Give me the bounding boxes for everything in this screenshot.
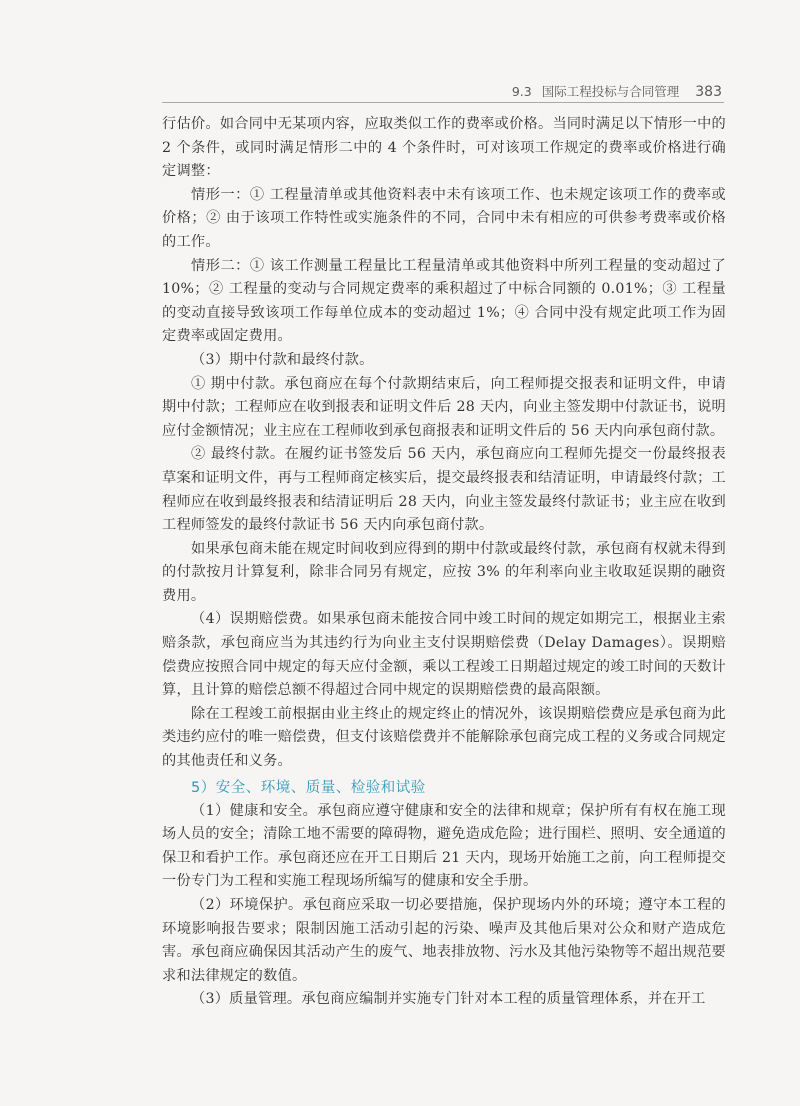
page-number: 383 — [695, 84, 722, 100]
page-body — [162, 113, 726, 1012]
paragraph: 情形二：① 该工作测量工程量比工程量清单或其他资料中所列工程量的变动超过了 10%；② 工程量的变动与合同规定费率的乘积超过了中标合同额的 0.01%；③ 工程量的变动直接导致该项工作每单位成本的变动超过 1%；④ 合同中没有规定此项工作为固定费率或固定费用。 — [162, 257, 726, 345]
paragraph: （2）环境保护。承包商应采取一切必要措施，保护现场内外的环境；遵守本工程的环境影响报告要求；限制因施工活动引起的污染、噪声及其他后果对公众和财产造成危害。承包商应确保因其活动产生的废气、地表排放物、污水及其他污染物等不超出规范要求和法律规定的数值。 — [162, 897, 726, 984]
paragraph: （3）期中付款和最终付款。 — [191, 351, 374, 368]
running-header — [162, 82, 722, 100]
paragraph: （4）误期赔偿费。如果承包商未能按合同中竣工时间的规定如期完工，根据业主索赔条款，承包商应当为其违约行为向业主支付误期赔偿费（Delay Damages）。误期赔偿费应按照合同中规定的每天应付金额，乘以工程竣工日期超过规定的竣工时间的天数计算，且计算的赔偿总额不得超过合同中规定的误期赔偿费的最高限额。 — [162, 611, 726, 699]
paragraph: （3）质量管理。承包商应编制并实施专门针对本工程的质量管理体系，并在开工 — [191, 991, 706, 1008]
chapter-title: 国际工程投标与合同管理 — [541, 84, 680, 99]
paragraph: 如果承包商未能在规定时间收到应得到的期中付款或最终付款，承包商有权就未得到的付款按月计算复利，除非合同另有规定，应按 3% 的年利率向业主收取延误期的融资费用。 — [162, 540, 726, 604]
paragraph: ① 期中付款。承包商应在每个付款期结束后，向工程师提交报表和证明文件，申请期中付款；工程师应在收到报表和证明文件后 28 天内，向业主签发期中付款证书，说明应付金额情况；业主应在工程师收到承包商报表和证明文件后的 56 天内向承包商付款。 — [162, 375, 726, 439]
paragraph: 情形一：① 工程量清单或其他资料表中未有该项工作、也未规定该项工作的费率或价格；② 由于该项工作特性或实施条件的不同，合同中未有相应的可供参考费率或价格的工作。 — [162, 186, 726, 250]
paragraph: 行估价。如合同中无某项内容，应取类似工作的费率或价格。当同时满足以下情形一中的 2 个条件，或同时满足情形二中的 4 个条件时，可对该项工作规定的费率或价格进行确定调整： — [162, 116, 726, 180]
paragraph: ② 最终付款。在履约证书签发后 56 天内，承包商应向工程师先提交一份最终报表草案和证明文件，再与工程师商定核实后，提交最终报表和结清证明，申请最终付款；工程师应在收到最终报表和结清证明后 28 天内，向业主签发最终付款证书；业主应在收到工程师签发的最终付款证书 56 天内向承包商付款。 — [162, 446, 726, 534]
section-heading: 5）安全、环境、质量、检验和试验 — [191, 779, 426, 796]
paragraph: 除在工程竣工前根据由业主终止的规定终止的情况外，该误期赔偿费应是承包商为此类违约应付的唯一赔偿费，但支付该赔偿费并不能解除承包商完成工程的义务或合同规定的其他责任和义务。 — [162, 705, 726, 770]
paragraph: （1）健康和安全。承包商应遵守健康和安全的法律和规章；保护所有有权在施工现场人员的安全；清除工地不需要的障碍物，避免造成危险；进行围栏、照明、安全通道的保卫和看护工作。承包商还应在开工日期后 21 天内，现场开始施工之前，向工程师提交一份专门为工程和实施工程现场所编写的健康和安全手册。 — [162, 802, 726, 890]
section-number: 9.3 — [511, 84, 532, 99]
header-rule — [162, 102, 724, 103]
